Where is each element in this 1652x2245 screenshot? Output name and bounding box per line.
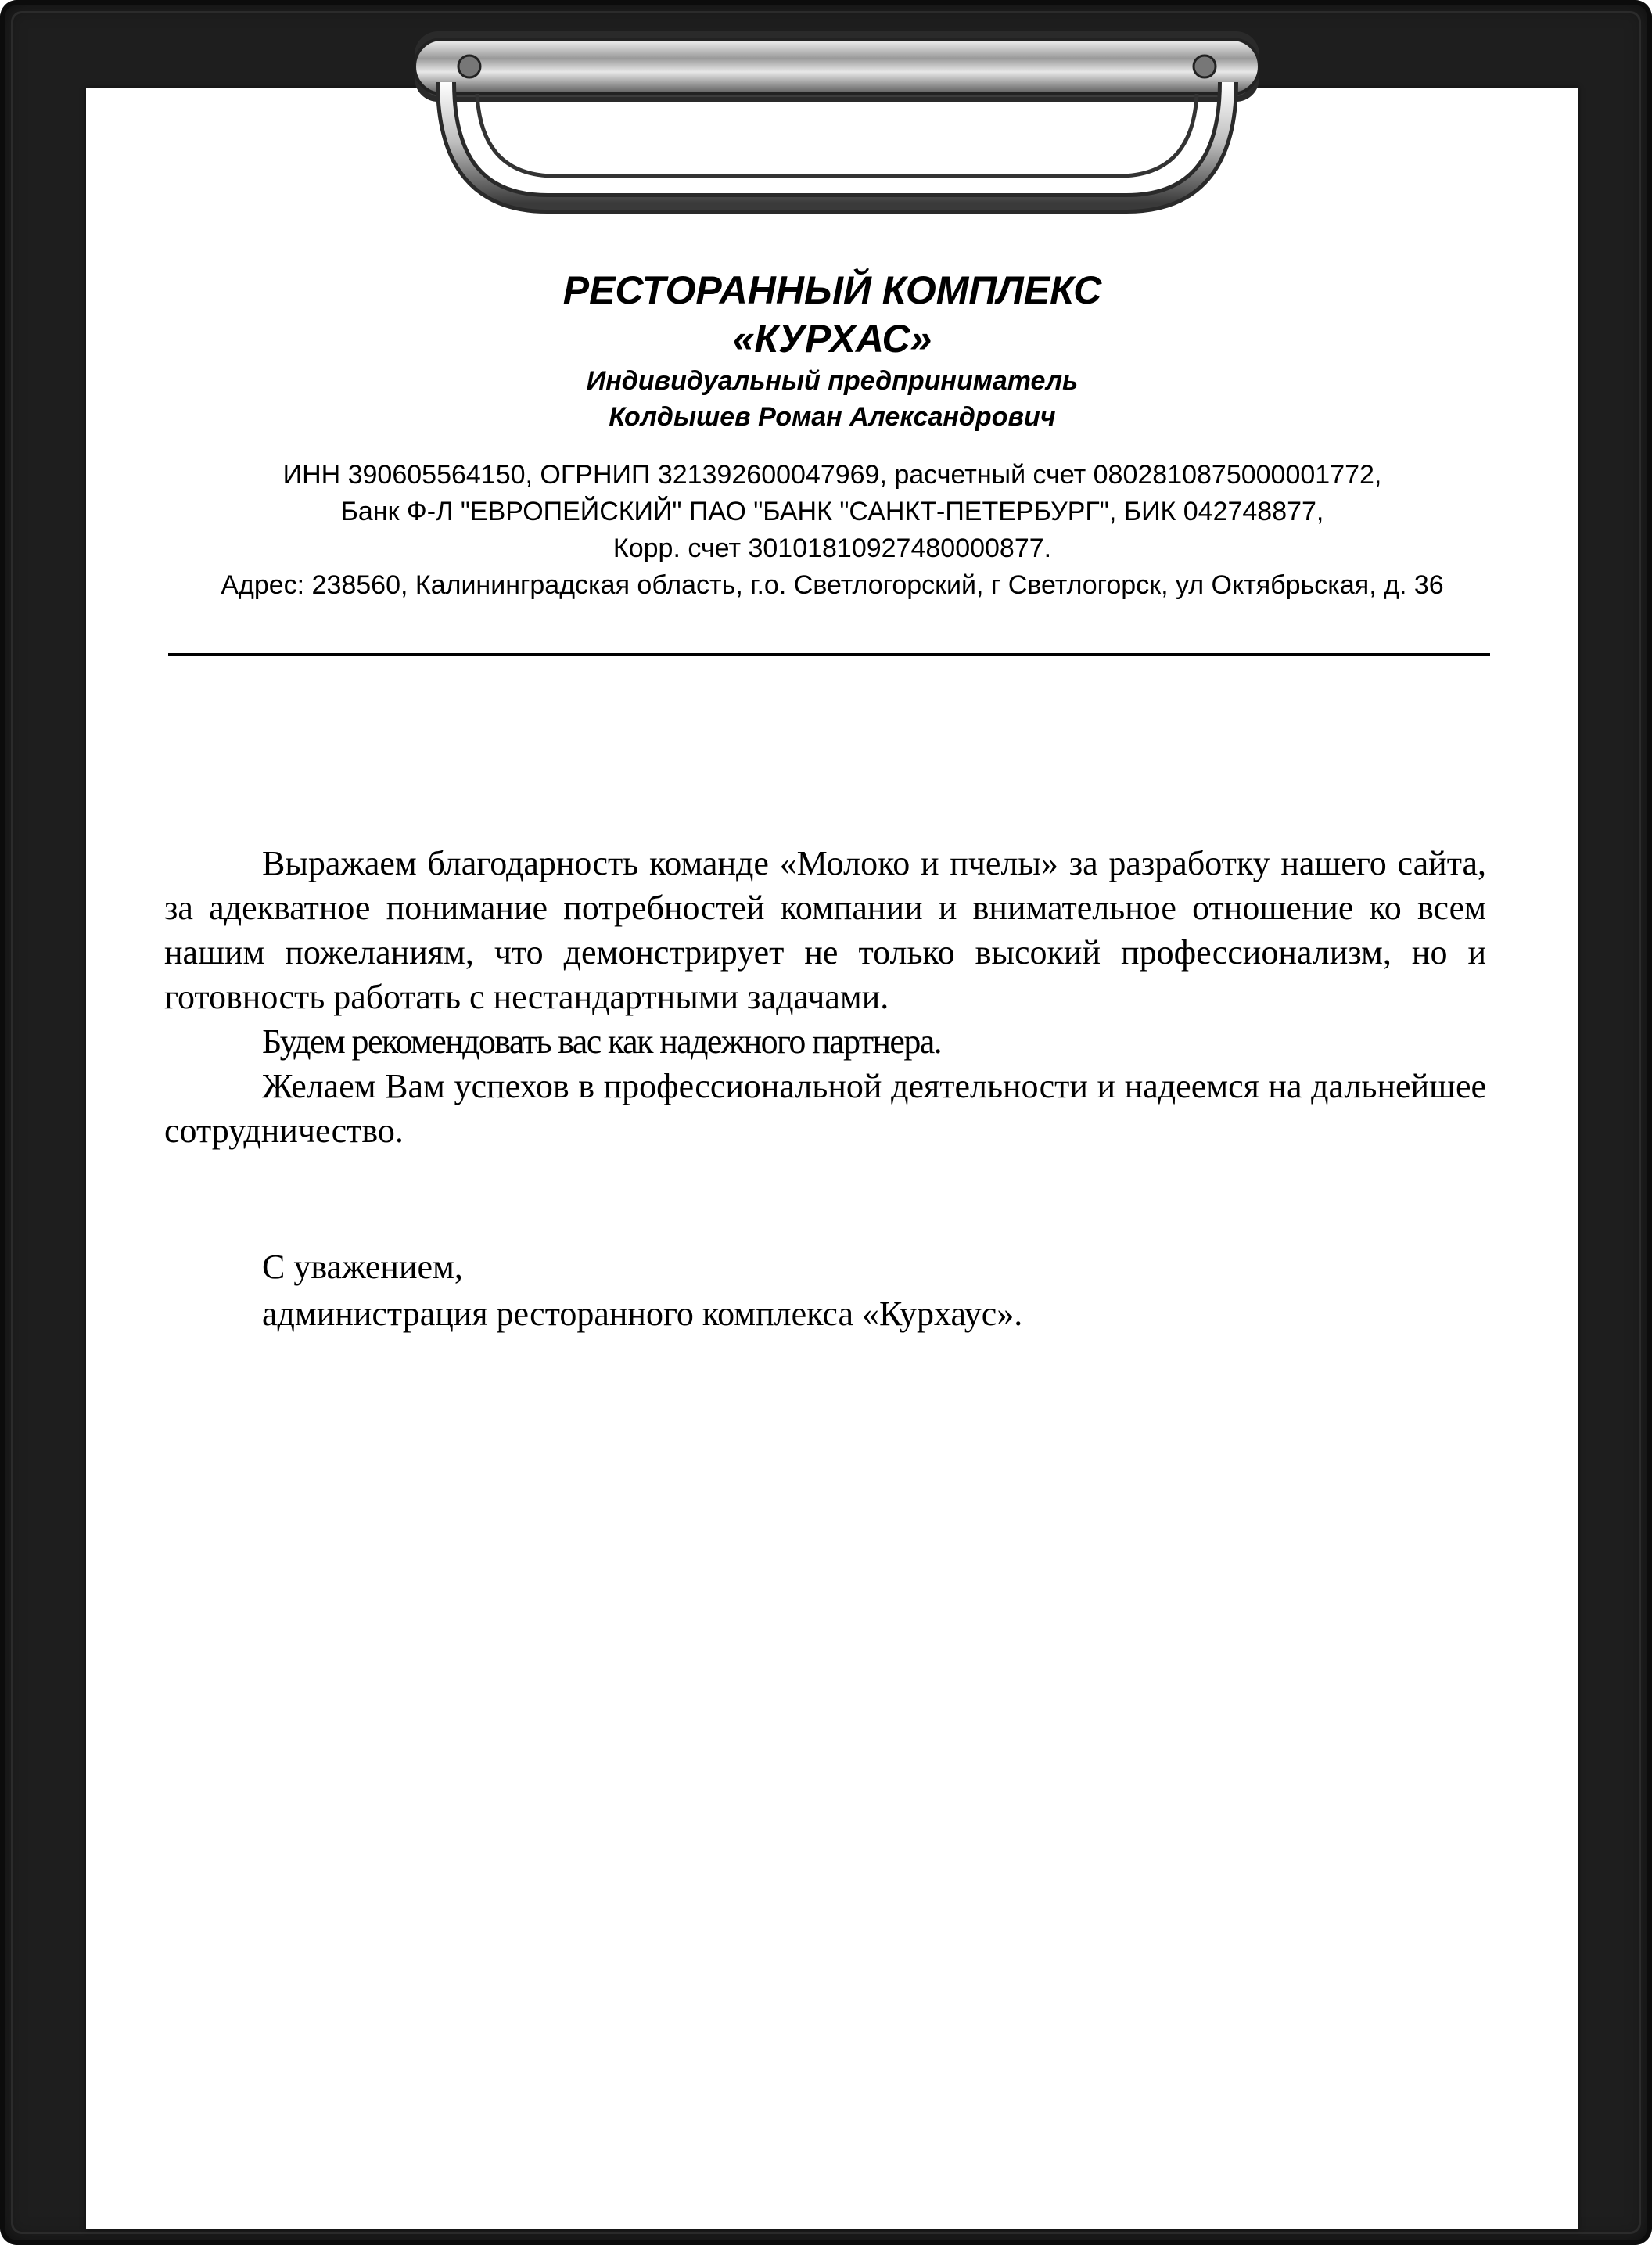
company-title-line2: «КУРХАС» <box>732 317 932 361</box>
entrepreneur-line2: Колдышев Роман Александрович <box>609 402 1056 432</box>
requisites-line: ИНН 390605564150, ОГРНИП 321392600047969, расчетный счет 0802810875000001772, <box>282 460 1382 490</box>
letter-closing <box>262 1244 1022 1338</box>
closing-salutation: С уважением, <box>262 1248 463 1286</box>
letter-paragraph: Желаем Вам успехов в профессиональной деятельности и надеемся на дальнейшее сотрудничество. <box>164 1067 1486 1150</box>
letterhead-divider <box>168 653 1490 656</box>
letterhead <box>86 266 1578 604</box>
letter-paragraph: Выражаем благодарность команде «Молоко и пчелы» за разработку нашего сайта, за адекватное понимание потребностей компании и внимательное отношение ко всем нашим пожеланиям, что демонстрирует не только высокий профессионализм, но и готовность работать с нестандартными задачами. <box>164 844 1486 1016</box>
requisites-line: Корр. счет 30101810927480000877. <box>612 533 1052 563</box>
requisites-line: Банк Ф-Л "ЕВРОПЕЙСКИЙ" ПАО "БАНК "САНКТ-ПЕТЕРБУРГ", БИК 042748877, <box>340 497 1324 526</box>
letter-body <box>164 841 1486 1153</box>
address-line: Адрес: 238560, Калининградская область, г.о. Светлогорский, г Светлогорск, ул Октябрьская, д. 36 <box>221 570 1444 600</box>
letter-paragraph: Будем рекомендовать вас как надежного партнера. <box>262 1022 942 1061</box>
company-title-line1: РЕСТОРАННЫЙ КОМПЛЕКС <box>562 268 1102 312</box>
clipboard-clip-icon <box>415 23 1259 219</box>
entrepreneur-line1: Индивидуальный предприниматель <box>586 366 1079 396</box>
closing-signature: администрация ресторанного комплекса «Курхаус». <box>262 1295 1023 1333</box>
